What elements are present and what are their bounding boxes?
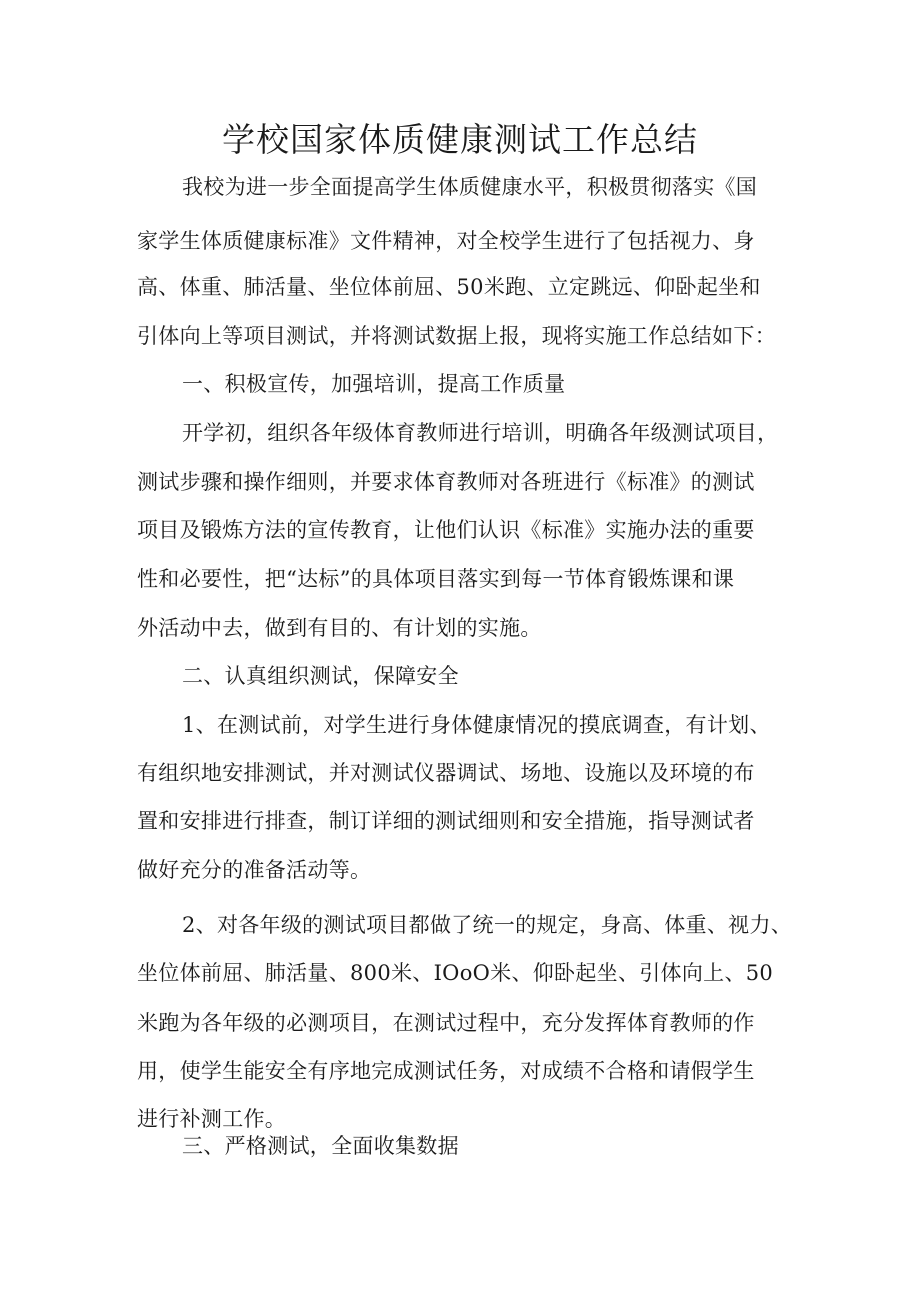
- paragraph-line: 置和安排进行排查，制订详细的测试细则和安全措施，指导测试者: [137, 809, 755, 833]
- paragraph-line: 性和必要性，把“达标”的具体项目落实到每一节体育锻炼课和课: [137, 567, 735, 591]
- paragraph-line: 坐位体前屈、肺活量、800米、IOoO米、仰卧起坐、引体向上、50: [137, 961, 774, 985]
- paragraph-line: 外活动中去，做到有目的、有计划的实施。: [137, 616, 542, 640]
- paragraph-line: 项目及锻炼方法的宣传教育，让他们认识《标准》实施办法的重要: [137, 518, 755, 542]
- paragraph-line: 有组织地安排测试，并对测试仪器调试、场地、设施以及环境的布: [137, 761, 755, 785]
- paragraph-line: 我校为进一步全面提高学生体质健康水平，积极贯彻落实《国: [182, 175, 758, 199]
- section-heading: 三、严格测试，全面收集数据: [182, 1134, 459, 1158]
- document-title: 学校国家体质健康测试工作总结: [222, 120, 698, 159]
- paragraph-line: 测试步骤和操作细则，并要求体育教师对各班进行《标准》的测试: [137, 470, 755, 494]
- section-heading: 一、积极宣传，加强培训，提高工作质量: [182, 372, 566, 396]
- paragraph-line: 开学初，组织各年级体育教师进行培训，明确各年级测试项目，: [182, 421, 779, 445]
- section-heading: 二、认真组织测试，保障安全: [182, 664, 459, 688]
- paragraph-line: 家学生体质健康标准》文件精神，对全校学生进行了包括视力、身: [137, 229, 755, 253]
- paragraph-line: 进行补测工作。: [137, 1107, 287, 1131]
- paragraph-line: 用，使学生能安全有序地完成测试任务，对成绩不合格和请假学生: [137, 1059, 755, 1083]
- paragraph-line: 引体向上等项目测试，并将测试数据上报，现将实施工作总结如下：: [137, 324, 776, 348]
- paragraph-line: 做好充分的准备活动等。: [137, 858, 372, 882]
- paragraph-line: 2、对各年级的测试项目都做了统一的规定，身高、体重、视力、: [182, 913, 793, 937]
- paragraph-line: 米跑为各年级的必测项目，在测试过程中，充分发挥体育教师的作: [137, 1011, 755, 1035]
- paragraph-line: 高、体重、肺活量、坐位体前屈、50米跑、立定跳远、仰卧起坐和: [137, 275, 761, 299]
- paragraph-line: 1、在测试前，对学生进行身体健康情况的摸底调查，有计划、: [182, 713, 771, 737]
